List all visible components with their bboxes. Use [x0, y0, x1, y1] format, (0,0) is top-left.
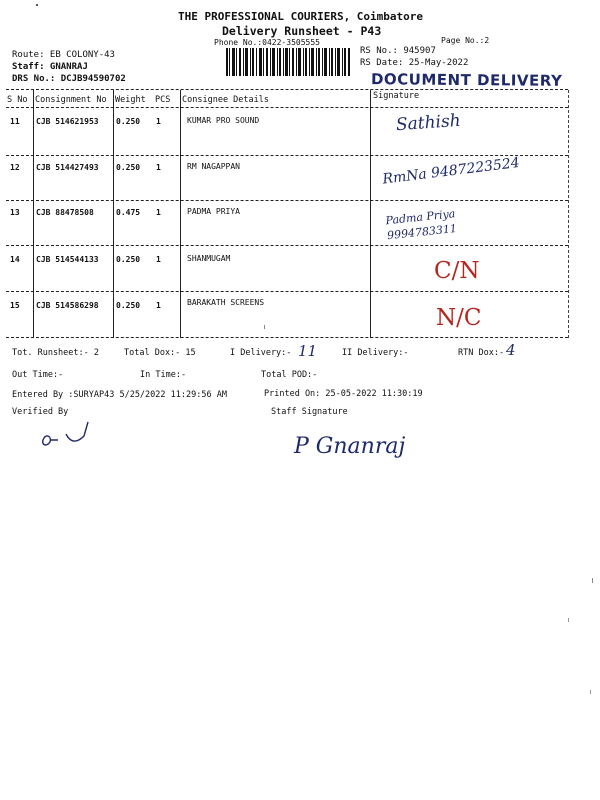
- row-divider: [6, 200, 568, 201]
- row-pcs: 1: [156, 255, 161, 264]
- row-sno: 11: [10, 117, 20, 126]
- column-divider: [180, 90, 181, 338]
- row-sno: 14: [10, 255, 20, 264]
- row-weight: 0.250: [116, 163, 141, 172]
- row-divider: [6, 291, 568, 292]
- printed-on: Printed On: 25-05-2022 11:30:19: [264, 389, 423, 399]
- scan-speck: [590, 690, 591, 694]
- row-sno: 12: [10, 163, 20, 172]
- staff-signature: P Gnanraj: [294, 434, 406, 459]
- scan-speck: [568, 618, 569, 622]
- staff-label: Staff: GNANRAJ: [12, 62, 88, 72]
- column-divider: [370, 90, 371, 338]
- total-pod: Total POD:-: [261, 370, 318, 380]
- staff-signature-label: Staff Signature: [271, 407, 348, 417]
- row-weight: 0.475: [116, 208, 141, 217]
- total-dox: Total Dox:- 15: [124, 348, 196, 358]
- header-signature: Signature: [373, 91, 420, 101]
- page-number: Page No.:2: [441, 36, 490, 45]
- row-consignee: KUMAR PRO SOUND: [187, 116, 260, 125]
- i-delivery-label: I Delivery:-: [230, 348, 292, 358]
- company-name: THE PROFESSIONAL COURIERS, Coimbatore: [178, 10, 424, 23]
- column-divider: [113, 90, 114, 338]
- in-time: In Time:-: [140, 370, 187, 380]
- rtn-dox-value: 4: [506, 341, 516, 359]
- scan-speck: [36, 4, 38, 6]
- drs-number: DRS No.: DCJB94590702: [12, 74, 126, 84]
- header-consignee: Consignee Details: [182, 95, 269, 105]
- row-pcs: 1: [156, 208, 161, 217]
- row-signature: N/C: [436, 305, 482, 331]
- phone-number: Phone No.:0422-3505555: [214, 38, 320, 47]
- row-consignee: PADMA PRIYA: [187, 207, 240, 216]
- document-delivery-stamp: DOCUMENT DELIVERY: [370, 70, 563, 90]
- header-weight: Weight: [115, 95, 146, 105]
- verified-by-label: Verified By: [12, 407, 69, 417]
- row-consignee: SHANMUGAM: [187, 254, 231, 263]
- row-pcs: 1: [156, 117, 161, 126]
- table-right-border: [568, 90, 569, 338]
- row-consignee: BARAKATH SCREENS: [187, 298, 265, 307]
- row-signature: Padma Priya 9994783311: [384, 207, 458, 243]
- rs-number: RS No.: 945907: [360, 46, 436, 56]
- header-consignment: Consignment No: [35, 95, 107, 105]
- i-delivery-value: 11: [298, 342, 318, 360]
- scan-speck: [592, 578, 593, 583]
- row-weight: 0.250: [116, 255, 141, 264]
- row-signature: Sathish: [395, 110, 462, 136]
- column-divider: [33, 90, 34, 338]
- row-sno: 15: [10, 301, 20, 310]
- entered-by: Entered By :SURYAP43 5/25/2022 11:29:56 AM: [12, 390, 227, 400]
- row-weight: 0.250: [116, 117, 141, 126]
- route-label: Route: EB COLONY-43: [12, 50, 115, 60]
- row-consignment: CJB 88478508: [36, 208, 94, 217]
- rs-date: RS Date: 25-May-2022: [360, 58, 469, 68]
- row-signature: C/N: [434, 258, 480, 284]
- scan-speck: [264, 325, 265, 329]
- barcode-image: [226, 48, 350, 76]
- table-header-line: [6, 107, 568, 108]
- row-consignment: CJB 514427493: [36, 163, 99, 172]
- row-pcs: 1: [156, 301, 161, 310]
- row-consignee: RM NAGAPPAN: [187, 162, 240, 171]
- verified-by-signature: [36, 416, 106, 452]
- row-weight: 0.250: [116, 301, 141, 310]
- header-pcs: PCS: [155, 95, 171, 105]
- row-sno: 13: [10, 208, 20, 217]
- tot-runsheet: Tot. Runsheet:- 2: [12, 348, 99, 358]
- row-divider: [6, 155, 568, 156]
- table-top-line: [6, 89, 568, 90]
- row-consignment: CJB 514621953: [36, 117, 99, 126]
- ii-delivery-label: II Delivery:-: [342, 348, 409, 358]
- table-bottom-line: [6, 337, 568, 338]
- page-title: Delivery Runsheet - P43: [222, 24, 382, 38]
- row-signature: RmNa 9487223524: [381, 154, 521, 188]
- row-pcs: 1: [156, 163, 161, 172]
- header-sno: S No: [7, 95, 28, 105]
- row-divider: [6, 245, 568, 246]
- row-consignment: CJB 514544133: [36, 255, 99, 264]
- out-time: Out Time:-: [12, 370, 64, 380]
- rtn-dox-label: RTN Dox:-: [458, 348, 505, 358]
- row-consignment: CJB 514586298: [36, 301, 99, 310]
